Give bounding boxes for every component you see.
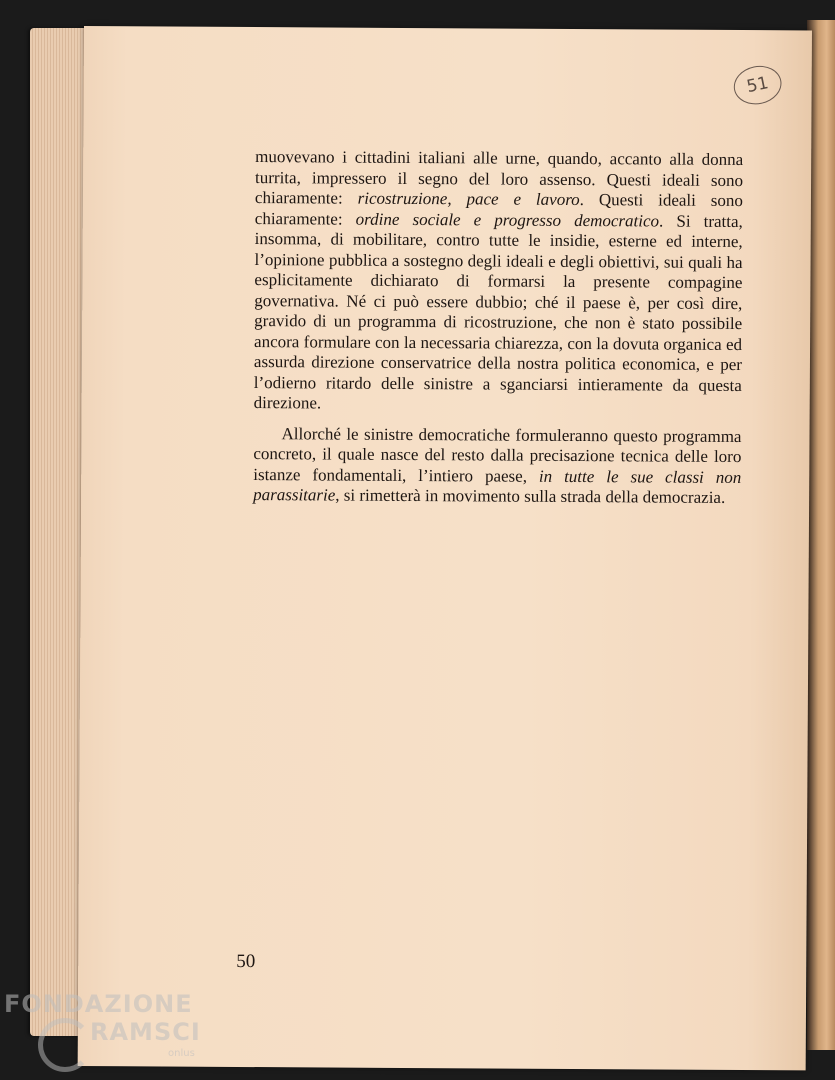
watermark-line-2: RAMSCI: [90, 1018, 201, 1046]
italic-phrase: ordine sociale e progresso democratico: [355, 209, 660, 231]
italic-phrase: in tutte le sue classi non parassitarie: [253, 466, 742, 505]
paragraph-2: [253, 424, 741, 509]
italic-phrase: ricostruzione, pace e lavoro: [357, 188, 580, 210]
pencil-page-note: 51: [730, 62, 785, 109]
watermark-g-icon: [38, 1018, 92, 1072]
watermark-line-1: FONDAZIONE: [4, 990, 193, 1018]
text-run: , si rimetterà in movimento sulla strada della democrazia.: [335, 485, 726, 507]
text-run: Allorché le sinistre democratiche formuleranno questo programma concreto, il quale nasce del resto dalla precisazione tecnica delle loro istanze fondamentali, l’intiero paese,: [253, 423, 742, 486]
book-page: [78, 26, 812, 1070]
watermark-onlus: onlus: [168, 1048, 195, 1059]
fondazione-gramsci-watermark: [4, 990, 264, 1075]
text-run: muovevano i cittadini italiani alle urne, quando, accanto alla donna turrita, impressero il segno del loro assenso. Questi ideali sono chiaramente:: [254, 147, 744, 208]
body-text: [253, 147, 743, 508]
text-run: . Questi ideali sono chiaramente:: [254, 190, 744, 229]
paragraph-1: [254, 147, 744, 416]
book-right-edge: [807, 20, 835, 1050]
text-run: . Si tratta, insomma, di mobilitare, contro tutte le insidie, esterne ed interne, l’opinione pubblica a sostegno degli ideali e degli obiettivi, sui quali ha esplicitamente dichiarato di formarsi la presente compagine governativa. Né ci può essere dubbio; ché il paese è, per così dire, gravido di un programma di ricostruzione, che non è stato possibile ancora formulare con la necessaria chiarezza, con la dovuta organica ed assurda direzione conservatrice della nostra politica economica, e per l’odierno ritardo delle sinistre a sganciarsi intieramente da questa direzione.: [253, 211, 743, 413]
page-number: 50: [236, 950, 256, 973]
